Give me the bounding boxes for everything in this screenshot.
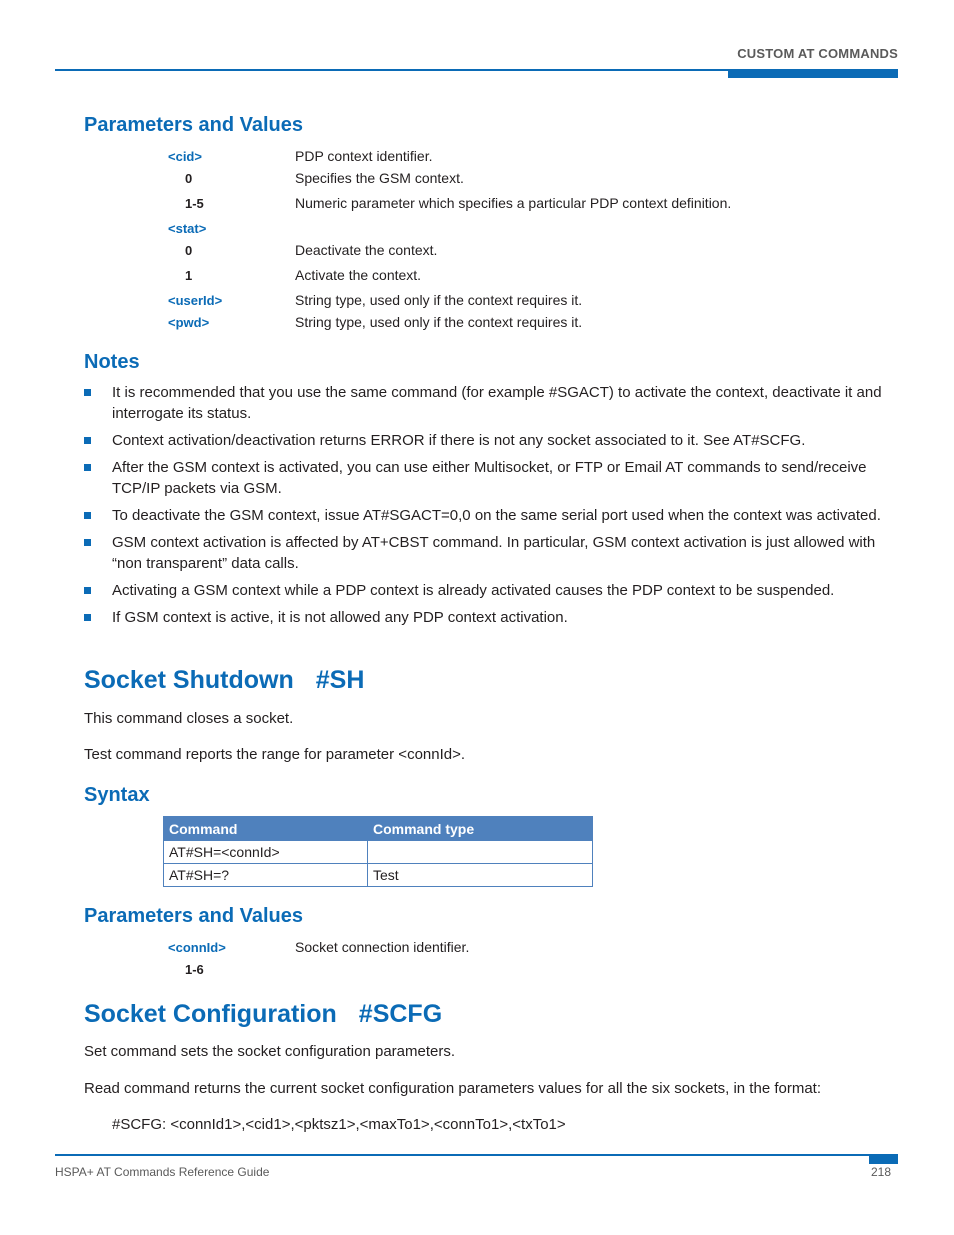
socket-config-heading: Socket Configuration #SCFG: [84, 1000, 443, 1028]
note-item: It is recommended that you use the same command (for example #SGACT) to activate the context, deactivate it and interrogate its status.: [84, 382, 896, 424]
syntax-heading: Syntax: [84, 784, 150, 806]
shutdown-description: This command closes a socket.: [84, 710, 294, 727]
param-desc-stat-0: Deactivate the context.: [295, 242, 438, 258]
param-name-stat: <stat>: [168, 221, 207, 236]
table-cell: Test: [368, 864, 593, 887]
syntax-table: [163, 816, 593, 887]
note-item: To deactivate the GSM context, issue AT#SGACT=0,0 on the same serial port used when the context was activated.: [84, 505, 896, 526]
running-head: CUSTOM AT COMMANDS: [737, 46, 898, 61]
table-cell: [368, 841, 593, 864]
param-value-1-5: 1-5: [185, 196, 204, 211]
param-name-userid: <userId>: [168, 293, 223, 308]
param-desc-stat-1: Activate the context.: [295, 267, 422, 283]
params-heading-2: Parameters and Values: [84, 905, 304, 927]
square-bullet-icon: [84, 512, 91, 519]
notes-heading: Notes: [84, 351, 140, 373]
table-cell: AT#SH=<connId>: [164, 841, 368, 864]
param-desc-userid: String type, used only if the context requires it.: [295, 292, 583, 308]
scfg-format: #SCFG: <connId1>,<cid1>,<pktsz1>,<maxTo1>,<connTo1>,<txTo1>: [112, 1116, 566, 1133]
header-rule-tab: [728, 70, 898, 78]
param-value-stat-1: 1: [185, 268, 193, 283]
scfg-set-description: Set command sets the socket configuration parameters.: [84, 1043, 456, 1060]
table-header-row: [164, 817, 593, 841]
table-row: [164, 841, 593, 864]
param-desc-0: Specifies the GSM context.: [295, 170, 464, 186]
footer-rule-tab: [869, 1154, 898, 1164]
param-desc-pwd: String type, used only if the context requires it.: [295, 314, 583, 330]
note-item: Context activation/deactivation returns ERROR if there is not any socket associated to it. See AT#SCFG.: [84, 430, 896, 451]
param-name-connid: <connId>: [168, 940, 226, 955]
shutdown-test-description: Test command reports the range for parameter <connId>.: [84, 746, 466, 763]
note-item: GSM context activation is affected by AT+CBST command. In particular, GSM context activation is just allowed with “non transparent” data calls.: [84, 532, 896, 574]
param-desc-cid: PDP context identifier.: [295, 148, 433, 164]
param-desc-1-5: Numeric parameter which specifies a particular PDP context definition.: [295, 195, 732, 211]
param-value-stat-0: 0: [185, 243, 193, 258]
square-bullet-icon: [84, 389, 91, 396]
table-header-command-type: Command type: [368, 817, 593, 841]
params-heading-1: Parameters and Values: [84, 114, 304, 136]
table-row: [164, 864, 593, 887]
square-bullet-icon: [84, 464, 91, 471]
note-item: If GSM context is active, it is not allowed any PDP context activation.: [84, 607, 896, 628]
socket-shutdown-heading: Socket Shutdown #SH: [84, 666, 365, 694]
notes-list: [84, 382, 896, 634]
note-item: After the GSM context is activated, you can use either Multisocket, or FTP or Email AT commands to send/receive TCP/IP packets via GSM.: [84, 457, 896, 499]
page-number: 218: [870, 1165, 891, 1179]
square-bullet-icon: [84, 437, 91, 444]
param-name-cid: <cid>: [168, 149, 202, 164]
param-name-pwd: <pwd>: [168, 315, 210, 330]
footer-rule: [55, 1154, 898, 1156]
param-desc-connid: Socket connection identifier.: [295, 939, 470, 955]
table-header-command: Command: [164, 817, 368, 841]
footer-doc-title: HSPA+ AT Commands Reference Guide: [55, 1165, 270, 1179]
square-bullet-icon: [84, 587, 91, 594]
table-cell: AT#SH=?: [164, 864, 368, 887]
square-bullet-icon: [84, 539, 91, 546]
param-value-0: 0: [185, 171, 193, 186]
note-item: Activating a GSM context while a PDP context is already activated causes the PDP context to be suspended.: [84, 580, 896, 601]
square-bullet-icon: [84, 614, 91, 621]
param-value-1-6: 1-6: [185, 962, 204, 977]
scfg-read-description: Read command returns the current socket configuration parameters values for all the six sockets, in the format:: [84, 1080, 822, 1097]
